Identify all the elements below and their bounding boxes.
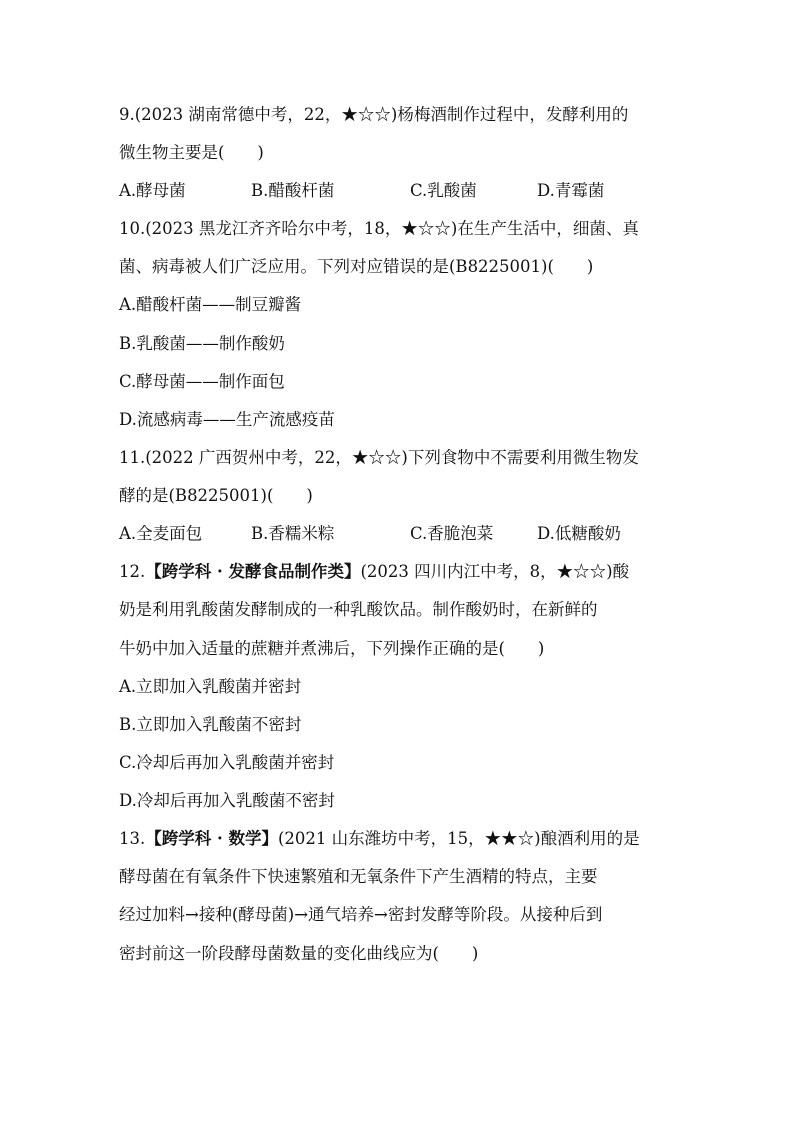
q9-option-b: B.醋酸杆菌 bbox=[251, 181, 335, 200]
q10-option-c: C.酵母菌——制作面包 bbox=[119, 372, 285, 391]
q11-option-a: A.全麦面包 bbox=[119, 524, 203, 543]
q10-option-d: D.流感病毒——生产流感疫苗 bbox=[119, 410, 335, 429]
q11-option-c: C.香脆泡菜 bbox=[410, 524, 494, 543]
q9-option-a: A.酵母菌 bbox=[119, 181, 186, 200]
q13-line-4: 密封前这一阶段酵母菌数量的变化曲线应为( ) bbox=[119, 944, 479, 963]
q10-line-2: 菌、病毒被人们广泛应用。下列对应错误的是(B8225001)( ) bbox=[119, 257, 594, 276]
q9-option-d: D.青霉菌 bbox=[537, 181, 605, 200]
q12-option-d: D.冷却后再加入乳酸菌不密封 bbox=[119, 791, 335, 810]
q9-option-c: C.乳酸菌 bbox=[410, 181, 477, 200]
q13-line-2: 酵母菌在有氧条件下快速繁殖和无氧条件下产生酒精的特点，主要 bbox=[119, 867, 598, 886]
q11-line-1: 11.(2022 广西贺州中考，22，★☆☆)下列食物中不需要利用微生物发 bbox=[119, 448, 639, 467]
q13-line-1 bbox=[119, 828, 640, 850]
q11-option-d: D.低糖酸奶 bbox=[537, 524, 621, 543]
q13-line-1-text: (2021 山东潍坊中考，15，★★☆)酿酒利用的是 bbox=[277, 829, 640, 848]
q12-number: 12. bbox=[119, 562, 146, 581]
q12-option-b: B.立即加入乳酸菌不密封 bbox=[119, 715, 302, 734]
q13-number: 13. bbox=[119, 829, 146, 848]
q9-line-2: 微生物主要是( ) bbox=[119, 143, 264, 162]
q11-line-2: 酵的是(B8225001)( ) bbox=[119, 486, 313, 505]
q10-option-b: B.乳酸菌——制作酸奶 bbox=[119, 334, 285, 353]
q12-option-a: A.立即加入乳酸菌并密封 bbox=[119, 677, 302, 696]
q12-subject-tag: 【跨学科 · 发酵食品制作类】 bbox=[145, 562, 361, 581]
q12-line-1-text: (2023 四川内江中考，8，★☆☆)酸 bbox=[360, 562, 630, 581]
q10-line-1: 10.(2023 黑龙江齐齐哈尔中考，18，★☆☆)在生产生活中，细菌、真 bbox=[119, 219, 639, 238]
q12-line-2: 奶是利用乳酸菌发酵制成的一种乳酸饮品。制作酸奶时，在新鲜的 bbox=[119, 600, 598, 619]
q13-subject-tag: 【跨学科 · 数学】 bbox=[145, 829, 278, 848]
q10-option-a: A.醋酸杆菌——制豆瓣酱 bbox=[119, 295, 302, 314]
q9-line-1: 9.(2023 湖南常德中考，22，★☆☆)杨梅酒制作过程中，发酵利用的 bbox=[119, 105, 629, 124]
q12-line-1 bbox=[119, 561, 629, 583]
q12-option-c: C.冷却后再加入乳酸菌并密封 bbox=[119, 753, 335, 772]
q11-option-b: B.香糯米粽 bbox=[251, 524, 335, 543]
q13-line-3: 经过加料→接种(酵母菌)→通气培养→密封发酵等阶段。从接种后到 bbox=[119, 905, 603, 924]
q12-line-3: 牛奶中加入适量的蔗糖并煮沸后，下列操作正确的是( ) bbox=[119, 639, 545, 658]
